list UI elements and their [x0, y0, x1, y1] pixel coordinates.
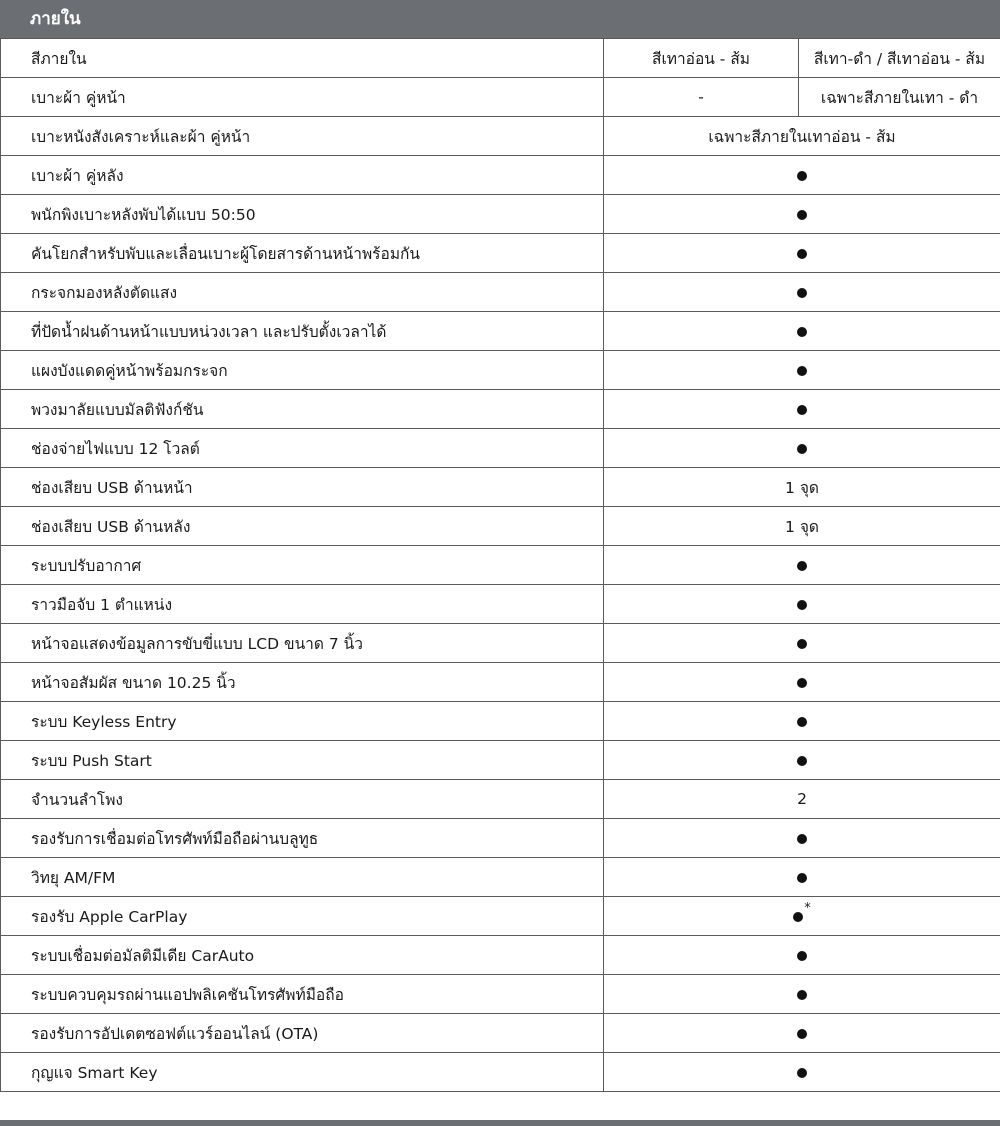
row-label: วิทยุ AM/FM [1, 858, 604, 897]
table-row [1, 780, 1000, 819]
row-value-a: - [604, 78, 799, 117]
availability-dot-icon [797, 990, 807, 1000]
row-label: ราวมือจับ 1 ตำแหน่ง [1, 585, 604, 624]
availability-dot-icon [797, 717, 807, 727]
table-header-row [1, 39, 1000, 78]
footer-bar [0, 1120, 1000, 1126]
row-value [604, 975, 1000, 1014]
table-row [1, 234, 1000, 273]
availability-dot-icon [797, 951, 807, 961]
availability-dot-icon [797, 600, 807, 610]
row-value [604, 312, 1000, 351]
interior-spec-table [0, 38, 1000, 1092]
row-value [604, 195, 1000, 234]
row-value: 1 จุด [604, 468, 1000, 507]
row-value [604, 1014, 1000, 1053]
row-label: เบาะผ้า คู่หน้า [1, 78, 604, 117]
table-row [1, 390, 1000, 429]
row-label: แผงบังแดดคู่หน้าพร้อมกระจก [1, 351, 604, 390]
row-label: รองรับ Apple CarPlay [1, 897, 604, 936]
row-label: ระบบ Push Start [1, 741, 604, 780]
row-label: หน้าจอแสดงข้อมูลการขับขี่แบบ LCD ขนาด 7 นิ้ว [1, 624, 604, 663]
table-row [1, 273, 1000, 312]
row-label: ระบบเชื่อมต่อมัลติมีเดีย CarAuto [1, 936, 604, 975]
table-row [1, 936, 1000, 975]
row-label: กุญแจ Smart Key [1, 1053, 604, 1092]
availability-dot-icon [797, 249, 807, 259]
table-row [1, 468, 1000, 507]
row-label: ระบบ Keyless Entry [1, 702, 604, 741]
availability-dot-icon [797, 405, 807, 415]
availability-dot-icon [797, 639, 807, 649]
row-value [604, 156, 1000, 195]
row-value [604, 585, 1000, 624]
availability-dot-icon [797, 288, 807, 298]
row-value: เฉพาะสีภายในเทาอ่อน - ส้ม [604, 117, 1000, 156]
row-label: จำนวนลำโพง [1, 780, 604, 819]
table-row [1, 1014, 1000, 1053]
row-label: รองรับการอัปเดตซอฟต์แวร์ออนไลน์ (OTA) [1, 1014, 604, 1053]
row-label: พนักพิงเบาะหลังพับได้แบบ 50:50 [1, 195, 604, 234]
column-header-b: สีเทา-ดำ / สีเทาอ่อน - ส้ม [799, 39, 1000, 78]
availability-dot-icon [797, 366, 807, 376]
row-label: หน้าจอสัมผัส ขนาด 10.25 นิ้ว [1, 663, 604, 702]
column-header-a: สีเทาอ่อน - ส้ม [604, 39, 799, 78]
row-value [604, 858, 1000, 897]
availability-dot-icon [797, 210, 807, 220]
row-value [604, 897, 1000, 936]
table-row [1, 78, 1000, 117]
section-header: ภายใน [0, 0, 1000, 38]
row-label: ช่องเสียบ USB ด้านหน้า [1, 468, 604, 507]
table-row [1, 741, 1000, 780]
row-value [604, 741, 1000, 780]
row-value [604, 234, 1000, 273]
table-row [1, 195, 1000, 234]
availability-dot-icon [797, 327, 807, 337]
availability-dot-icon [797, 756, 807, 766]
table-row [1, 117, 1000, 156]
table-row [1, 351, 1000, 390]
row-value-b: เฉพาะสีภายในเทา - ดำ [799, 78, 1000, 117]
table-row [1, 429, 1000, 468]
availability-dot-icon [797, 444, 807, 454]
row-value [604, 546, 1000, 585]
availability-dot-icon [797, 873, 807, 883]
availability-dot-icon [797, 678, 807, 688]
table-row [1, 156, 1000, 195]
row-label: ช่องเสียบ USB ด้านหลัง [1, 507, 604, 546]
row-value [604, 819, 1000, 858]
table-row [1, 858, 1000, 897]
row-label: กระจกมองหลังตัดแสง [1, 273, 604, 312]
row-value [604, 624, 1000, 663]
table-row [1, 702, 1000, 741]
row-value [604, 663, 1000, 702]
row-label: รองรับการเชื่อมต่อโทรศัพท์มือถือผ่านบลูทูธ [1, 819, 604, 858]
row-value: 2 [604, 780, 1000, 819]
footnote-marker: * [804, 901, 811, 916]
column-header-label: สีภายใน [1, 39, 604, 78]
row-label: คันโยกสำหรับพับและเลื่อนเบาะผู้โดยสารด้านหน้าพร้อมกัน [1, 234, 604, 273]
row-label: เบาะหนังสังเคราะห์และผ้า คู่หน้า [1, 117, 604, 156]
row-value [604, 1053, 1000, 1092]
table-row [1, 663, 1000, 702]
row-label: ช่องจ่ายไฟแบบ 12 โวลต์ [1, 429, 604, 468]
row-value [604, 702, 1000, 741]
table-row [1, 312, 1000, 351]
table-row [1, 897, 1000, 936]
row-label: ระบบควบคุมรถผ่านแอปพลิเคชันโทรศัพท์มือถือ [1, 975, 604, 1014]
row-label: ที่ปัดน้ำฝนด้านหน้าแบบหน่วงเวลา และปรับตั้งเวลาได้ [1, 312, 604, 351]
table-row [1, 546, 1000, 585]
row-label: ระบบปรับอากาศ [1, 546, 604, 585]
row-value [604, 390, 1000, 429]
table-row [1, 819, 1000, 858]
table-row [1, 1053, 1000, 1092]
row-value [604, 351, 1000, 390]
table-row [1, 507, 1000, 546]
row-value: 1 จุด [604, 507, 1000, 546]
row-value [604, 936, 1000, 975]
availability-dot-icon [793, 912, 803, 922]
row-label: เบาะผ้า คู่หลัง [1, 156, 604, 195]
availability-dot-icon [797, 561, 807, 571]
table-row [1, 624, 1000, 663]
availability-dot-icon [797, 171, 807, 181]
row-value [604, 429, 1000, 468]
table-row [1, 975, 1000, 1014]
availability-dot-icon [797, 1068, 807, 1078]
table-row [1, 585, 1000, 624]
availability-dot-icon [797, 834, 807, 844]
availability-dot-icon [797, 1029, 807, 1039]
row-label: พวงมาลัยแบบมัลติฟังก์ชัน [1, 390, 604, 429]
row-value [604, 273, 1000, 312]
